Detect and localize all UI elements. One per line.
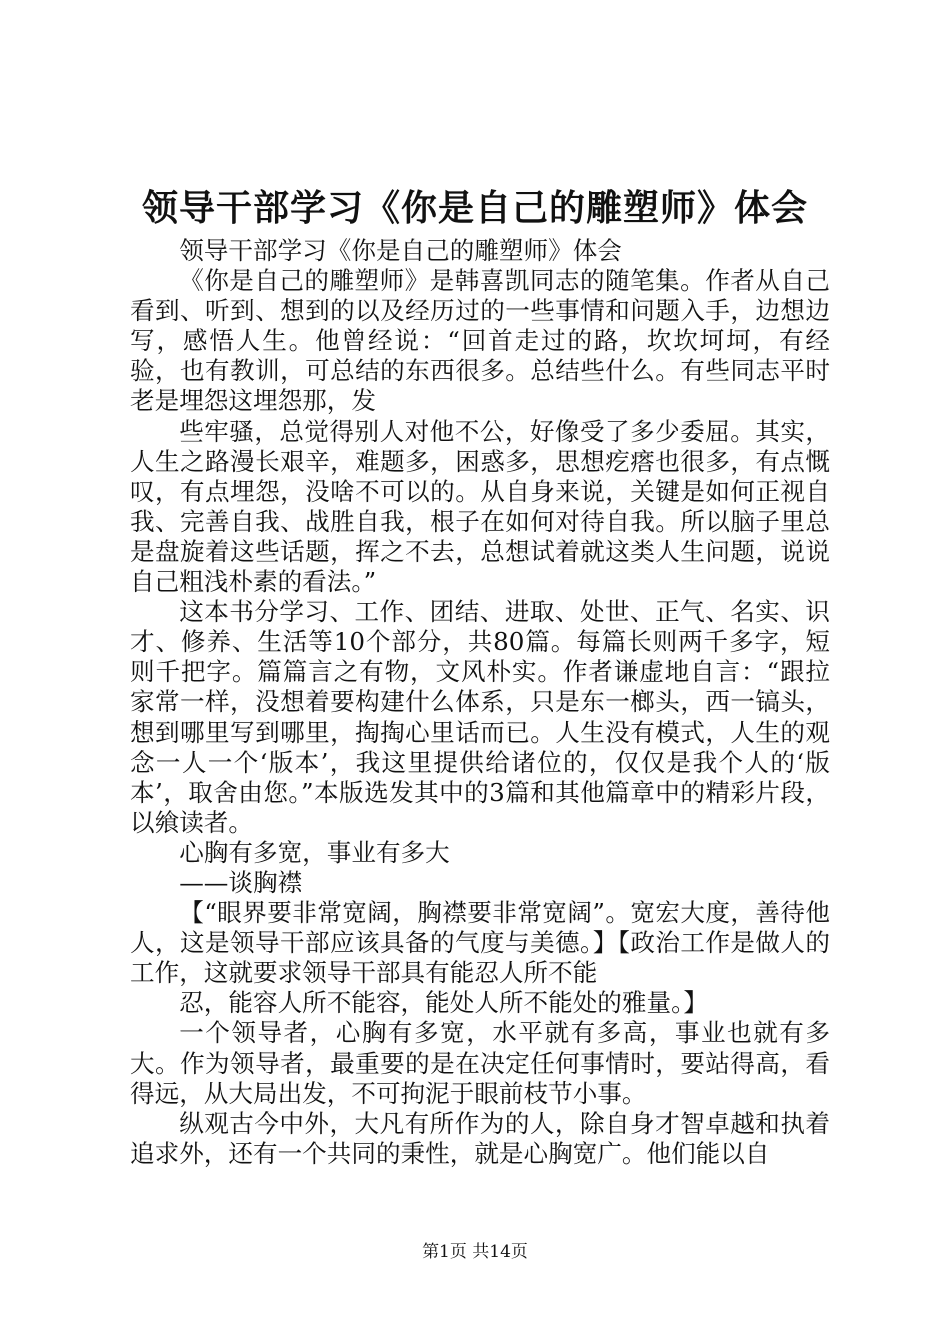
paragraph: 领导干部学习《你是自己的雕塑师》体会 xyxy=(179,236,622,265)
paragraph: 纵观古今中外，大凡有所作为的人，除自身才智卓越和执着追求外，还有一个共同的秉性，就是心胸宽广。他们能以自 xyxy=(130,1108,830,1168)
paragraph: 《你是自己的雕塑师》是韩喜凯同志的随笔集。作者从自己看到、听到、想到的以及经历过的一些事情和问题入手，边想边写，感悟人生。他曾经说：“回首走过的路，坎坎坷坷，有经验，也有教训，可总结的东西很多。总结些什么。有些同志平时老是埋怨这埋怨那，发 xyxy=(130,266,830,416)
page-number-footer: 第1页 共14页 xyxy=(422,1242,528,1262)
paragraph: 一个领导者，心胸有多宽，水平就有多高，事业也就有多大。作为领导者，最重要的是在决定任何事情时，要站得高，看得远，从大局出发，不可拘泥于眼前枝节小事。 xyxy=(130,1018,830,1108)
paragraph: 些牢骚，总觉得别人对他不公，好像受了多少委屈。其实，人生之路漫长艰辛，难题多，困惑多，思想疙瘩也很多，有点慨叹，有点埋怨，没啥不可以的。从自身来说，关键是如何正视自我、完善自我、战胜自我，根子在如何对待自我。所以脑子里总是盘旋着这些话题，挥之不去，总想试着就这类人生问题，说说自己粗浅朴素的看法。” xyxy=(130,416,830,597)
document-body xyxy=(130,236,830,1169)
section-heading: 心胸有多宽，事业有多大 xyxy=(179,837,450,867)
document-title: 领导干部学习《你是自己的雕塑师》体会 xyxy=(141,187,808,229)
paragraph: 这本书分学习、工作、团结、进取、处世、正气、名实、识才、修养、生活等10个部分，共80篇。每篇长则两千多字，短则千把字。篇篇言之有物，文风朴实。作者谦虚地自言：“跟拉家常一样，没想着要构建什么体系，只是东一榔头，西一镐头，想到哪里写到哪里，掏掏心里话而已。人生没有模式，人生的观念一人一个‘版本’，我这里提供给诸位的，仅仅是我个人的‘版本’，取舍由您。”本版选发其中的3篇和其他篇章中的精彩片段，以飨读者。 xyxy=(130,597,830,837)
paragraph: 忍，能容人所不能容，能处人所不能处的雅量。】 xyxy=(179,988,708,1018)
paragraph: 【“眼界要非常宽阔，胸襟要非常宽阔”。宽宏大度，善待他人，这是领导干部应该具备的气度与美德。】【政治工作是做人的工作，这就要求领导干部具有能忍人所不能 xyxy=(130,898,830,988)
section-subheading: ——谈胸襟 xyxy=(179,867,303,897)
